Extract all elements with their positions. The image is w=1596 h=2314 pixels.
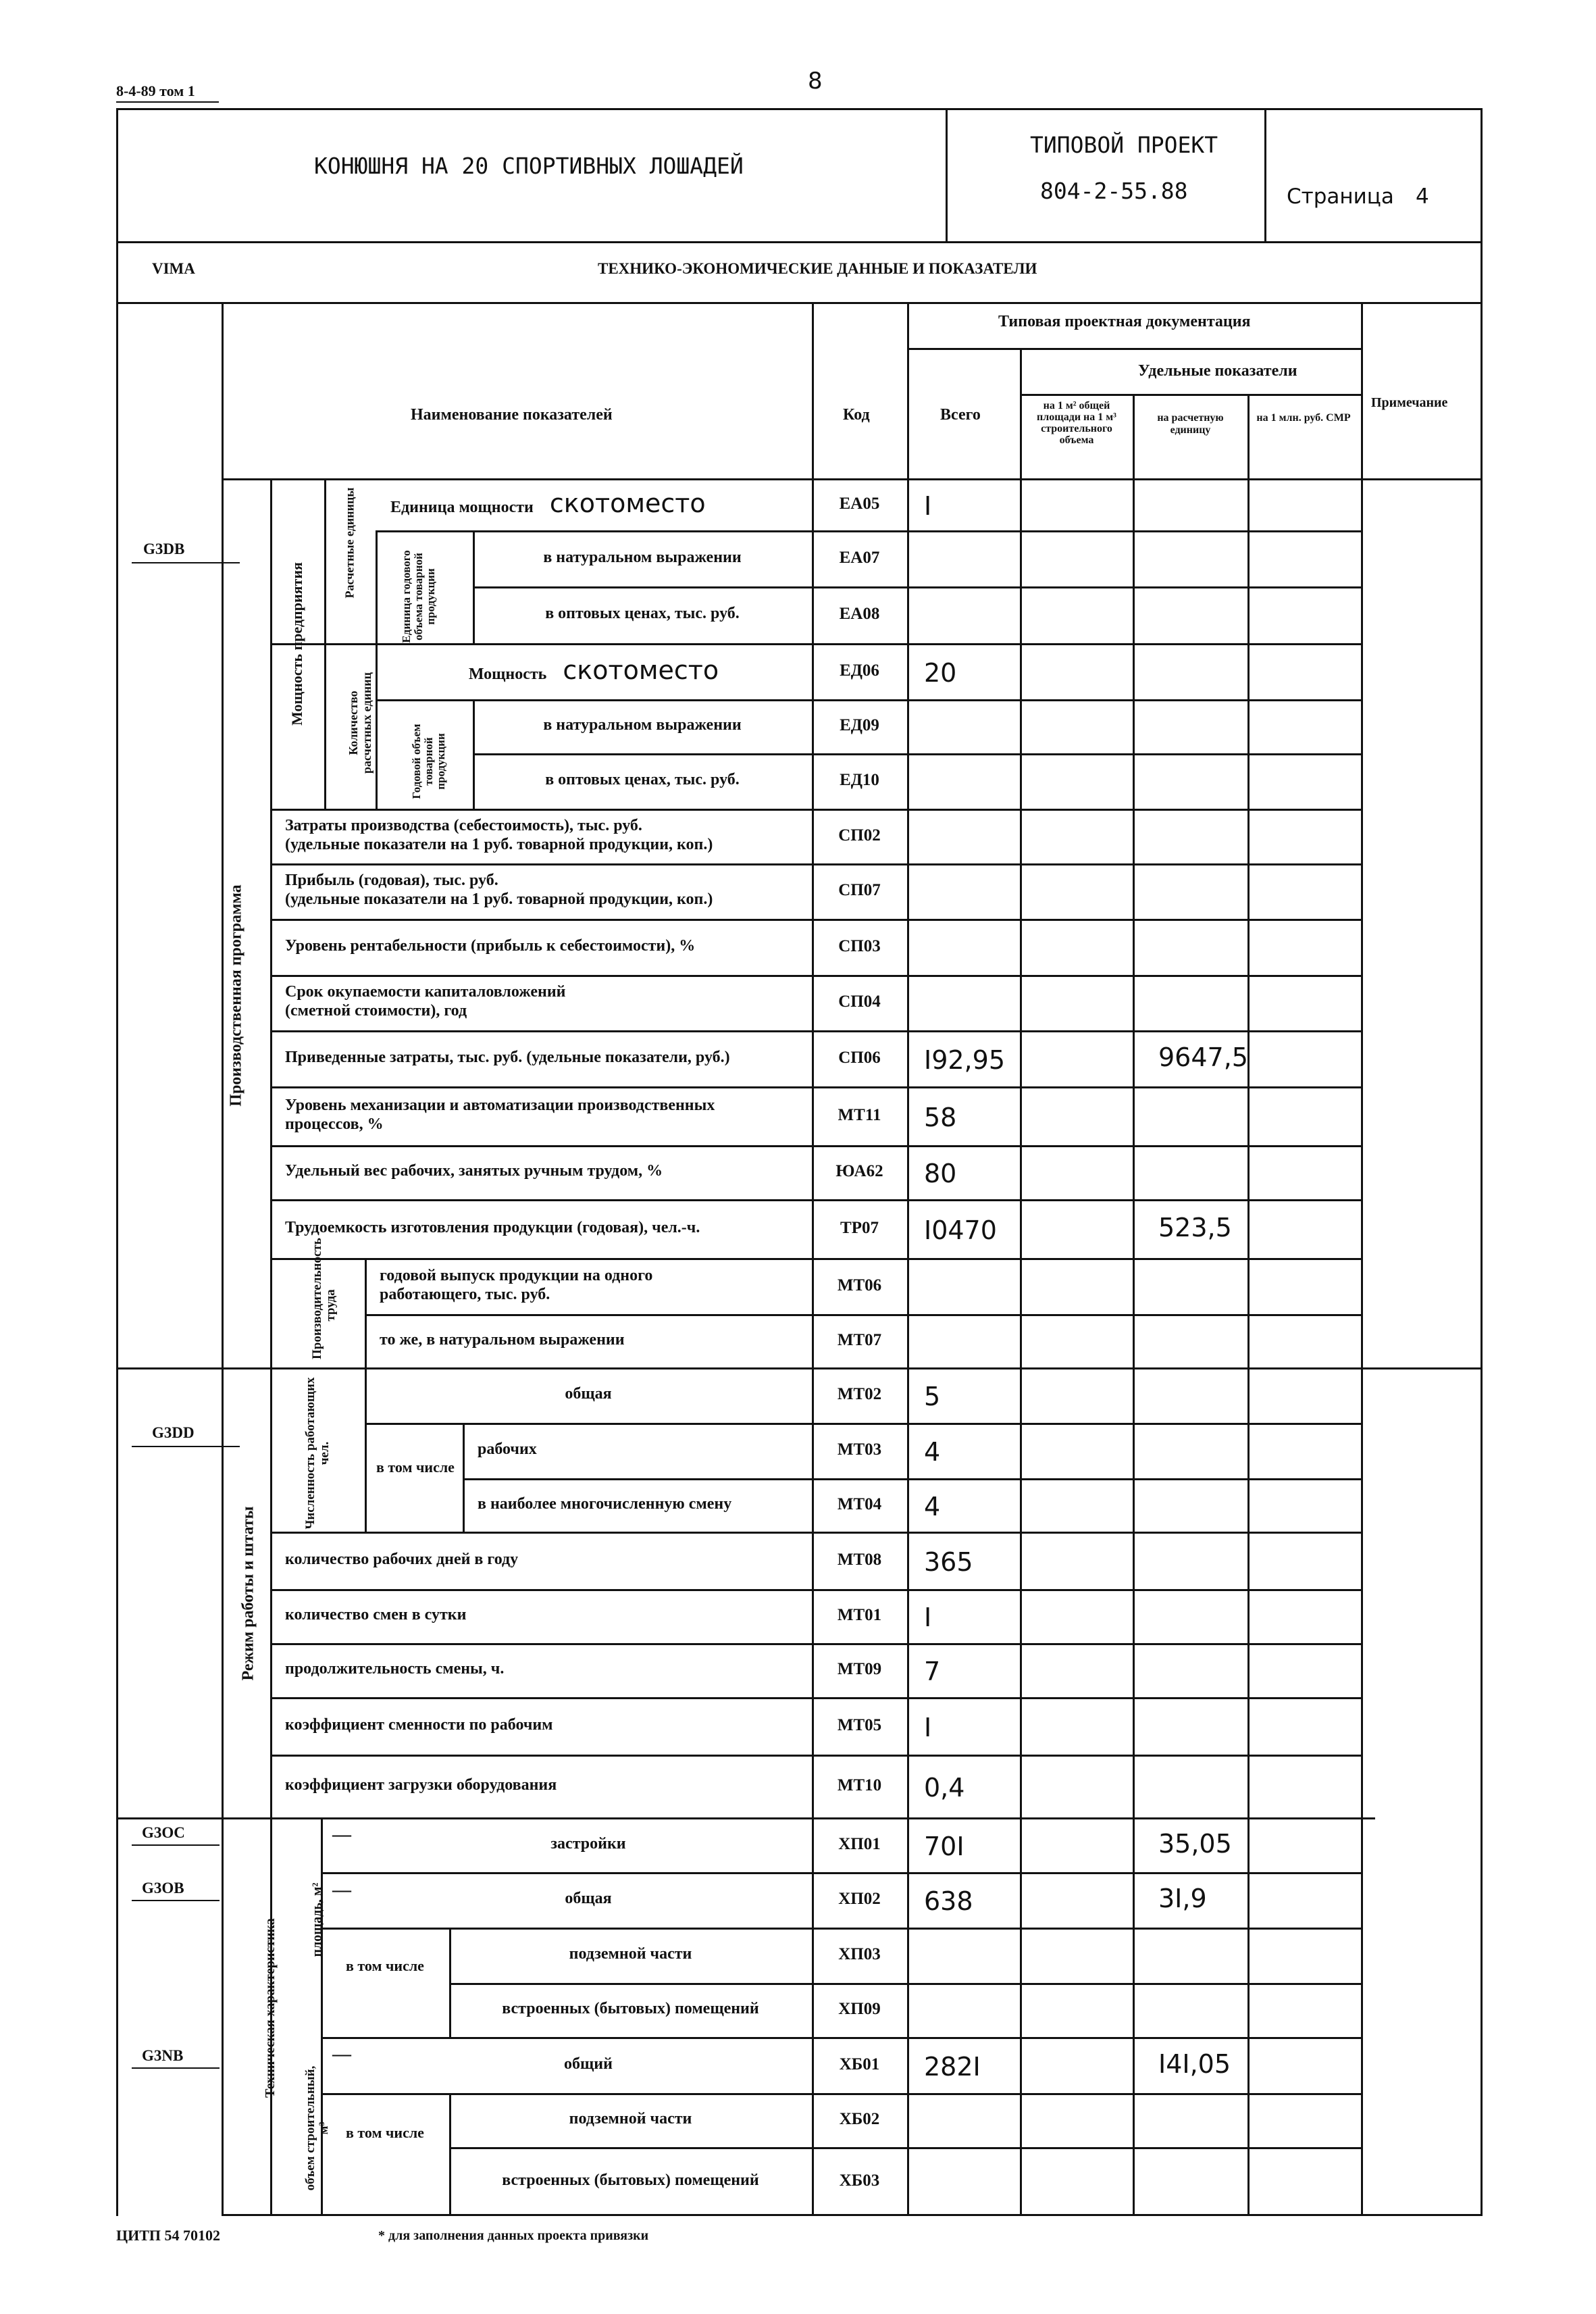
row-code: СП03 — [838, 936, 881, 955]
side-code-g3nb: G3NB — [142, 2047, 184, 2064]
page-label: Страница — [1287, 184, 1394, 209]
row-name-text: застройки — [550, 1834, 626, 1853]
row-name-text: общий — [564, 2055, 613, 2073]
row-code: ЮА62 — [835, 1162, 883, 1180]
row-name — [390, 494, 797, 517]
row-name-text: Срок окупаемости капиталовложений — [285, 983, 566, 1001]
row-code: ХБ01 — [839, 2055, 880, 2073]
group-workers-count: Численность работающих чел. — [303, 1377, 332, 1530]
row-name-text-2: процессов, % — [285, 1115, 384, 1133]
row-name — [380, 1266, 797, 1304]
row-name — [285, 1659, 797, 1678]
row-name-text: общая — [565, 1385, 612, 1403]
row-name — [464, 1944, 797, 1963]
row-code: СП04 — [838, 992, 881, 1011]
row-name-text: Трудоемкость изготовления продукции (годовая), чел.-ч. — [285, 1218, 700, 1236]
side-code-g3db: G3DB — [143, 540, 185, 557]
row-line — [270, 1697, 1361, 1699]
row-name — [285, 1161, 797, 1180]
row-total: 4 — [924, 1437, 941, 1467]
row-name-text-2: (удельные показатели на 1 руб. товарной продукции, коп.) — [285, 890, 713, 908]
row-name — [285, 1715, 797, 1734]
footer-note: * для заполнения данных проекта привязки — [378, 2228, 649, 2243]
row-total: 4 — [924, 1491, 941, 1521]
row-total: 58 — [924, 1102, 957, 1132]
sheet-number: 8 — [808, 68, 823, 95]
group-labor-productivity: Производительность труда — [310, 1238, 338, 1359]
row-code: ХП03 — [838, 1945, 881, 1963]
row-name-text: продолжительность смены, ч. — [285, 1660, 505, 1678]
row-code: ХП02 — [838, 1890, 881, 1908]
row-name-text: в натуральном выражении — [543, 716, 742, 734]
side-code-g3dd: G3DD — [152, 1424, 195, 1441]
row-name — [488, 715, 797, 734]
col-header-name: Наименование показателей — [411, 406, 613, 424]
row-name-text-2: работающего, тыс. руб. — [380, 1285, 550, 1303]
row-code: МТ07 — [837, 1330, 882, 1349]
row-line — [321, 2037, 1361, 2039]
row-name-text: количество смен в сутки — [285, 1606, 467, 1624]
group-enterprise-power: Мощность предприятия — [288, 562, 305, 726]
row-name-text: Удельный вес рабочих, занятых ручным трудом, % — [285, 1162, 663, 1180]
col-header-total: Всего — [940, 406, 981, 424]
row-name — [464, 2171, 797, 2190]
row-line — [473, 586, 1361, 588]
row-name — [380, 1330, 797, 1349]
row-code: ЕД09 — [840, 716, 879, 734]
col-header-tpd: Типовая проектная документация — [998, 313, 1251, 330]
row-line — [270, 1817, 1361, 1819]
row-line — [365, 1314, 1361, 1316]
row-unit-handwritten: скотоместо — [563, 660, 719, 684]
row-total: 70I — [924, 1831, 964, 1861]
row-code: МТ03 — [837, 1440, 882, 1459]
row-line — [376, 699, 1361, 701]
note-col-line — [1361, 302, 1363, 2216]
row-line — [463, 1478, 1361, 1480]
row-code: МТ01 — [837, 1606, 882, 1624]
row-name-text: Прибыль (годовая), тыс. руб. — [285, 872, 498, 889]
per-unit-col-line — [1133, 394, 1135, 2216]
row-name — [380, 1384, 797, 1403]
page-number: 4 — [1416, 184, 1429, 209]
row-code: ХБ03 — [839, 2171, 880, 2190]
row-code: ЕД06 — [840, 661, 879, 680]
row-name — [478, 1494, 797, 1513]
row-per-unit: 9647,5 — [1158, 1042, 1248, 1072]
row-line — [449, 1983, 1361, 1985]
group-volume: объем строительный, м³ — [303, 2065, 331, 2191]
row-name-text: в оптовых ценах, тыс. руб. — [545, 771, 740, 788]
row-name — [285, 1096, 797, 1134]
row-name — [285, 1776, 797, 1794]
row-total: I — [924, 1603, 932, 1632]
typical-project-label: ТИПОВОЙ ПРОЕКТ — [1030, 132, 1218, 158]
row-line — [270, 1755, 1361, 1757]
row-code: ЕД10 — [840, 771, 879, 789]
group-annual-volume: Годовой объем товарной продукции — [410, 724, 447, 799]
row-name-text: Затраты производства (себестоимость), тыс. руб. — [285, 816, 642, 834]
row-name-text: Приведенные затраты, тыс. руб. (удельные показатели, руб.) — [285, 1048, 730, 1066]
col-header-code: Код — [843, 406, 870, 424]
row-name — [380, 1889, 797, 1908]
side-code-g3oc: G3OC — [142, 1824, 185, 1841]
row-code: СП06 — [838, 1048, 881, 1067]
row-line — [270, 1532, 1361, 1534]
row-code: ХБ02 — [839, 2110, 880, 2128]
row-name-text: Уровень механизации и автоматизации производственных — [285, 1096, 715, 1114]
row-name-text: общая — [565, 1890, 612, 1907]
row-line — [449, 2147, 1361, 2149]
row-code: МТ04 — [837, 1494, 882, 1513]
incl-workers: в том числе — [376, 1459, 455, 1476]
row-name — [464, 1999, 797, 2018]
row-name-text-2: (сметной стоимости), год — [285, 1002, 467, 1020]
section-code: VIМА — [152, 260, 195, 277]
row-name — [285, 816, 797, 854]
row-line — [473, 753, 1361, 755]
row-line — [321, 1928, 1361, 1930]
title-divider — [946, 108, 948, 243]
row-code: ТР07 — [840, 1218, 879, 1237]
row-code: ХП09 — [838, 2000, 881, 2018]
footer-stamp: ЦИТП 54 70102 — [116, 2227, 221, 2244]
row-code: МТ11 — [838, 1105, 881, 1124]
left-border — [116, 243, 118, 2216]
row-total: 0,4 — [924, 1772, 965, 1803]
row-line — [270, 1258, 1361, 1260]
group-prod-program: Производственная программа — [227, 884, 245, 1107]
row-name-text: количество рабочих дней в году — [285, 1550, 519, 1568]
group-work-mode: Режим работы и штаты — [239, 1506, 257, 1681]
row-line — [270, 1030, 1361, 1032]
row-code: ХП01 — [838, 1834, 881, 1853]
row-name — [478, 1440, 797, 1459]
col-header-per-m2: на 1 м² общей площади на 1 м³ строительного объема — [1037, 400, 1116, 446]
row-name-text-2: (удельные показатели на 1 руб. товарной продукции, коп.) — [285, 835, 713, 853]
row-name — [380, 2055, 797, 2073]
row-total: 7 — [924, 1657, 941, 1686]
header-bottom-line — [222, 478, 1481, 480]
row-code: СП07 — [838, 881, 881, 899]
row-name — [285, 982, 797, 1020]
group-tech-char: Техническая характеристика — [263, 1918, 278, 2098]
row-unit-handwritten: скотоместо — [549, 493, 706, 517]
group-area: площадь, м² — [309, 1882, 325, 1957]
row-name — [390, 661, 797, 684]
group-num-calc-units: Количество расчетных единиц — [346, 672, 374, 774]
row-name-text: Уровень рентабельности (прибыль к себестоимости), % — [285, 936, 696, 955]
row-line — [270, 809, 1361, 811]
row-name — [285, 1550, 797, 1569]
row-name — [488, 604, 797, 623]
row-total: 5 — [924, 1382, 941, 1411]
group-calc-units: Расчетные единицы — [342, 487, 357, 599]
row-name-text: коэффициент загрузки оборудования — [285, 1776, 557, 1794]
top-ref-underline — [116, 101, 219, 103]
row-name — [285, 1218, 797, 1237]
row-code: СП02 — [838, 826, 881, 845]
row-code: МТ05 — [837, 1715, 882, 1734]
row-line — [321, 2093, 1361, 2095]
row-line — [270, 1589, 1361, 1591]
per-m2-col-line — [1020, 348, 1022, 2216]
row-name-text: коэффициент сменности по рабочим — [285, 1715, 553, 1734]
col-header-note: Примечание — [1371, 395, 1448, 410]
row-line — [270, 863, 1361, 865]
row-name — [285, 936, 797, 955]
row-per-unit: I4I,05 — [1158, 2048, 1231, 2079]
row-line — [270, 975, 1361, 977]
row-code: ЕА08 — [839, 605, 880, 623]
row-line — [321, 1872, 1361, 1874]
row-name-text: встроенных (бытовых) помещений — [502, 2000, 759, 2017]
col-header-specific: Удельные показатели — [1138, 362, 1297, 380]
row-name-text: подземной части — [569, 2110, 692, 2128]
row-name-text: Единица мощности — [390, 498, 534, 516]
top-reference: 8-4-89 том 1 — [116, 82, 195, 99]
row-line — [270, 1086, 1361, 1088]
col-header-per-unit: на расчетную единицу — [1157, 412, 1224, 436]
group-annual-volume-unit: Единица годового объема товарной продукции — [400, 550, 437, 643]
row-code: МТ08 — [837, 1550, 882, 1569]
per-mln-col-line — [1247, 394, 1250, 2216]
row-name — [285, 1605, 797, 1624]
row-total: I92,95 — [924, 1045, 1005, 1075]
row-total: I0470 — [924, 1215, 997, 1245]
row-line — [376, 530, 1361, 532]
incl-area: в том числе — [346, 1957, 424, 1974]
section-title: ТЕХНИКО-ЭКОНОМИЧЕСКИЕ ДАННЫЕ И ПОКАЗАТЕЛИ — [598, 260, 1037, 277]
row-name — [285, 1048, 797, 1067]
row-name-text: встроенных (бытовых) помещений — [502, 2171, 759, 2189]
row-name-text: в наиболее многочисленную смену — [478, 1494, 732, 1513]
project-title: КОНЮШНЯ НА 20 СПОРТИВНЫХ ЛОШАДЕЙ — [314, 153, 744, 179]
row-line — [270, 1145, 1361, 1147]
row-line — [270, 1199, 1361, 1201]
row-total: I — [924, 491, 932, 521]
row-per-unit: 3I,9 — [1158, 1884, 1207, 1913]
row-code: ЕА05 — [839, 494, 880, 513]
row-total: 365 — [924, 1546, 973, 1577]
row-total: 638 — [924, 1886, 973, 1916]
row-name-text: в натуральном выражении — [543, 548, 742, 566]
row-total: 20 — [924, 657, 957, 688]
col-header-per-mln: на 1 млн. руб. СМР — [1256, 412, 1351, 424]
row-total: I — [924, 1712, 932, 1742]
row-code: МТ02 — [837, 1385, 882, 1403]
page-divider — [1264, 108, 1266, 243]
row-code: МТ10 — [837, 1776, 882, 1794]
row-name-text: годовой выпуск продукции на одного — [380, 1266, 653, 1284]
row-code: МТ09 — [837, 1660, 882, 1678]
incl-volume: в том числе — [346, 2124, 424, 2141]
row-name — [285, 871, 797, 909]
row-line — [270, 1643, 1361, 1645]
row-name — [488, 548, 797, 567]
side-code-g3ob: G3OB — [142, 1880, 184, 1896]
row-line — [365, 1423, 1361, 1425]
row-per-unit: 523,5 — [1158, 1212, 1232, 1242]
row-name-text: в оптовых ценах, тыс. руб. — [545, 605, 740, 622]
row-line — [270, 919, 1361, 921]
row-name — [380, 1834, 797, 1853]
row-code: ЕА07 — [839, 548, 880, 567]
row-name-text: подземной части — [569, 1945, 692, 1963]
row-code: МТ06 — [837, 1276, 882, 1294]
row-line — [270, 643, 1361, 645]
row-per-unit: 35,05 — [1158, 1828, 1232, 1859]
row-name-text: Мощность — [468, 665, 547, 683]
row-total: 282I — [924, 2051, 981, 2082]
project-number: 804-2-55.88 — [1040, 178, 1188, 204]
row-name-text: рабочих — [478, 1440, 537, 1458]
row-total: 80 — [924, 1159, 957, 1188]
row-line — [270, 1367, 1361, 1369]
row-name-text: то же, в натуральном выражении — [380, 1330, 625, 1349]
row-name — [464, 2109, 797, 2128]
row-name — [488, 770, 797, 789]
